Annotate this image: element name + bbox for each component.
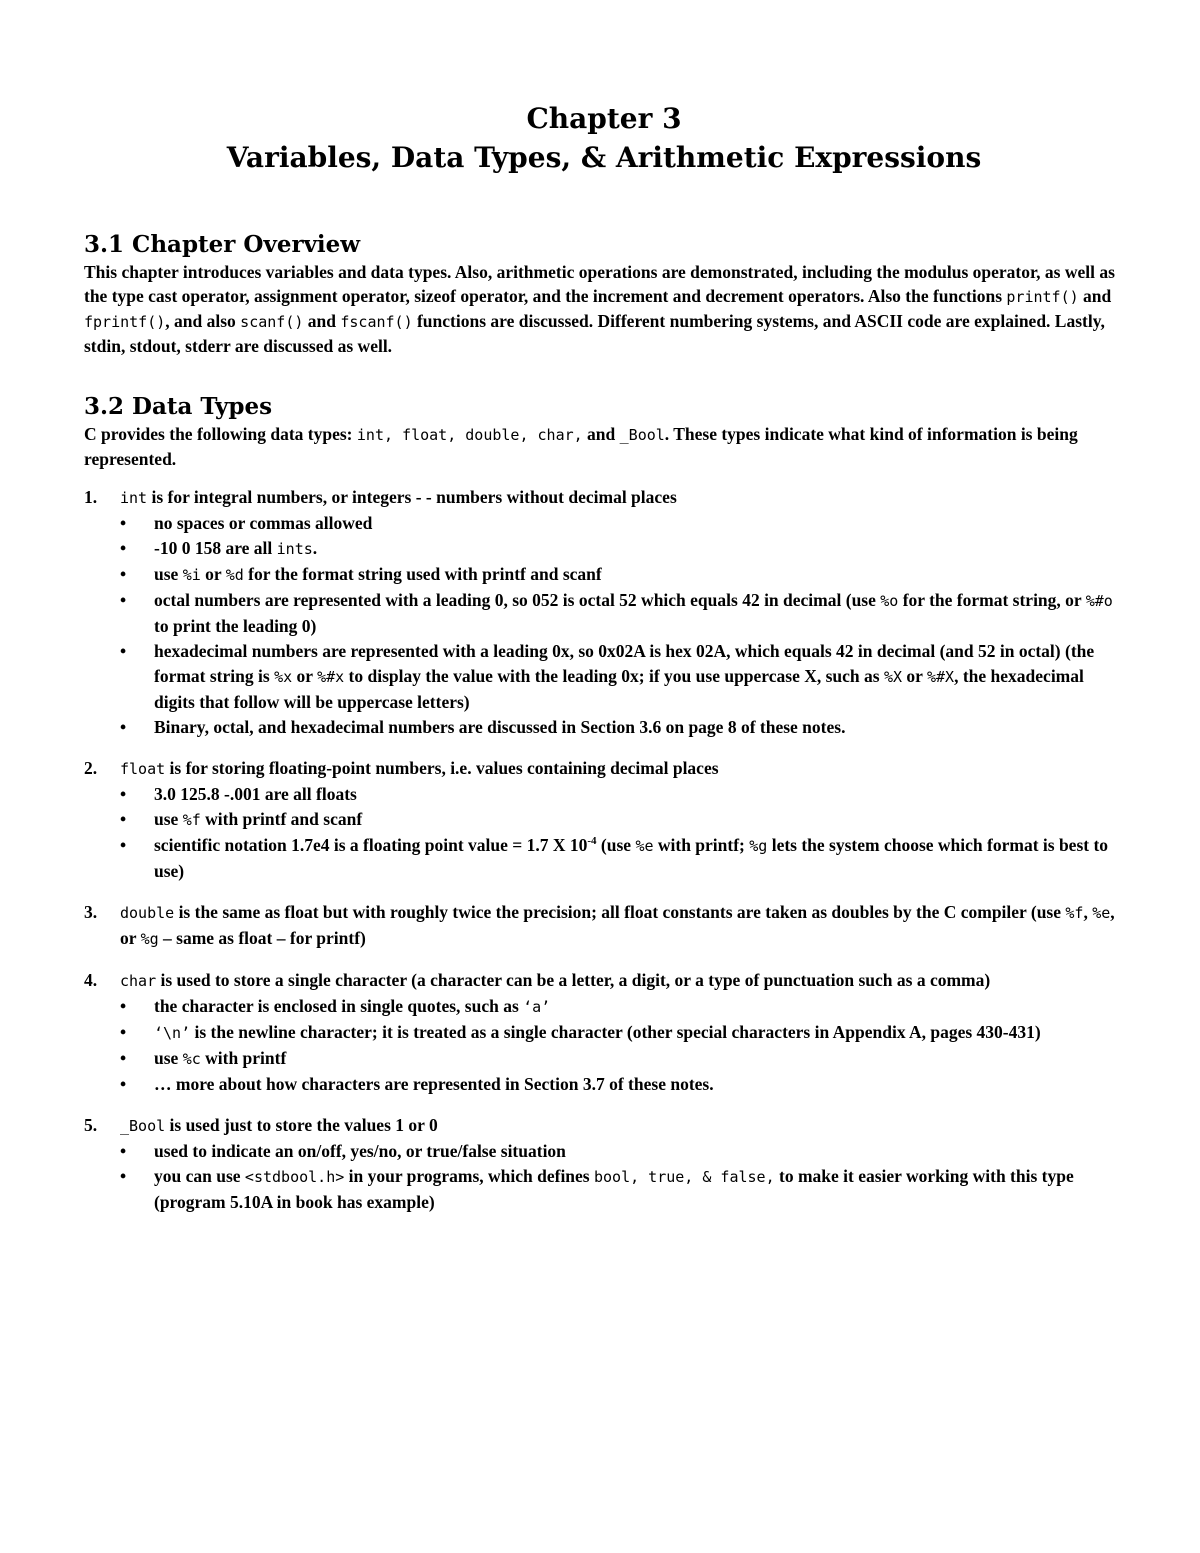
text-run: , [1083, 902, 1093, 922]
code-run: int [120, 489, 148, 507]
chapter-title [84, 100, 1124, 178]
text-run: This chapter introduces variables and data types. Also, arithmetic operations are demonstrated, including the modulus operator, as well as the type cast operator, assignment operator, sizeof operator, and the increment and decrement operators. Also the functions [84, 262, 1115, 306]
text-run: , and also [165, 311, 241, 331]
code-run: %f [1065, 904, 1084, 922]
text-run: for the format string, or [898, 590, 1086, 610]
code-run: %x [274, 668, 293, 686]
text-run: -10 0 158 are all [154, 538, 277, 558]
overview-paragraph [84, 260, 1124, 358]
code-run: float [120, 760, 166, 778]
item-number: 4. [84, 970, 98, 990]
bullet-icon: • [120, 1141, 127, 1161]
bullet-icon: • [120, 996, 127, 1016]
text-run: is for integral numbers, or integers - - numbers without decimal places [147, 487, 677, 507]
text-run: hexadecimal numbers are represented with a leading 0x, so 0x02A is hex 02A, which equals 42 in decimal (and 52 in octal) (the format string is [154, 641, 1095, 686]
bullet-item [120, 782, 1124, 807]
text-run: use [154, 809, 183, 829]
text-run: is the same as float but with roughly twice the precision; all float constants are taken as doubles by the C compiler (use [174, 902, 1066, 922]
bullet-item [120, 562, 1124, 588]
data-type-item-double [84, 900, 1124, 952]
text-run: with printf [200, 1048, 287, 1068]
code-run: _Bool [619, 426, 665, 444]
bullet-item [120, 994, 1124, 1020]
bullet-icon: • [120, 1166, 127, 1186]
text-run: (use [596, 835, 636, 855]
code-run: ‘a’ [523, 998, 551, 1016]
bullet-item [120, 1046, 1124, 1072]
item-number: 1. [84, 487, 98, 507]
code-run: %c [182, 1050, 201, 1068]
bullet-icon: • [120, 784, 127, 804]
text-run: to display the value with the leading 0x; if you use uppercase X, such as [344, 666, 884, 686]
item-number: 5. [84, 1115, 98, 1135]
text-run: and [303, 311, 341, 331]
text-run: lets the system choose which format is best to use) [154, 835, 1109, 881]
bullet-icon: • [120, 1074, 127, 1094]
code-run: fscanf() [340, 313, 413, 331]
text-run: scientific notation 1.7e4 is a floating point value = 1.7 X 10 [154, 835, 588, 855]
bullet-list [120, 782, 1124, 884]
text-run: , the hexadecimal digits that follow will be uppercase letters) [154, 666, 1084, 712]
bullet-item [120, 715, 1124, 740]
code-run: _Bool [120, 1117, 166, 1135]
code-run: %f [182, 811, 201, 829]
item-number: 2. [84, 758, 98, 778]
text-run: , or [120, 902, 1115, 948]
text-run: … more about how characters are represented in Section 3.7 of these notes. [154, 1074, 714, 1094]
text-run: functions are discussed. Different numbering systems, and ASCII code are explained. Lastly, stdin, stdout, stderr are discussed as well. [84, 311, 1105, 356]
text-run: is the newline character; it is treated as a single character (other special characters in Appendix A, pages 430-431) [190, 1022, 1041, 1042]
text-run: or [902, 666, 927, 686]
text-run: is used to store a single character (a character can be a letter, a digit, or a type of punctuation such as a comma) [156, 970, 991, 990]
code-run: ints [276, 540, 313, 558]
section-overview [84, 230, 1124, 358]
bullet-icon: • [120, 1022, 127, 1042]
code-run: %X [883, 668, 903, 686]
code-run: fprintf() [84, 313, 166, 331]
bullet-icon: • [120, 835, 127, 855]
superscript: -4 [587, 835, 597, 848]
bullet-list [120, 994, 1124, 1097]
code-run: %#o [1085, 592, 1113, 610]
bullet-icon: • [120, 641, 127, 661]
text-run: 3.0 125.8 -.001 are all floats [154, 784, 357, 804]
bullet-icon: • [120, 717, 127, 737]
data-type-item-float [84, 756, 1124, 884]
chapter-subtitle: Variables, Data Types, & Arithmetic Expressions [226, 141, 982, 174]
bullet-icon: • [120, 538, 127, 558]
bullet-item [120, 807, 1124, 833]
bullet-item [120, 1139, 1124, 1164]
bullet-item [120, 833, 1124, 884]
section-data-types [84, 392, 1124, 1215]
code-run: %e [635, 837, 654, 855]
text-run: with printf; [653, 835, 750, 855]
text-run: to print the leading 0) [154, 616, 317, 636]
text-run: with printf and scanf [200, 809, 363, 829]
text-run: the character is enclosed in single quotes, such as [154, 996, 524, 1016]
code-run: bool, true, & false, [594, 1168, 775, 1186]
text-run: . [312, 538, 318, 558]
text-run: octal numbers are represented with a leading 0, so 052 is octal 52 which equals 42 in decimal (use [154, 590, 881, 610]
code-run: %#X [927, 668, 955, 686]
code-run: double [120, 904, 175, 922]
code-run: char [120, 972, 157, 990]
data-type-list [84, 485, 1124, 1215]
text-run: you can use [154, 1166, 245, 1186]
text-run: in your programs, which defines [344, 1166, 594, 1186]
data-type-item-bool [84, 1113, 1124, 1215]
data-type-item-int [84, 485, 1124, 740]
code-run: %g [749, 837, 768, 855]
text-run: and [1078, 286, 1112, 306]
text-run: . These types indicate what kind of information is being represented. [84, 424, 1078, 469]
document-page [84, 100, 1124, 1231]
section-heading: 3.2 Data Types [84, 393, 273, 420]
code-run: %i [182, 566, 201, 584]
bullet-icon: • [120, 513, 127, 533]
data-type-item-char [84, 968, 1124, 1097]
text-run: no spaces or commas allowed [154, 513, 373, 533]
bullet-list [120, 511, 1124, 740]
bullet-item [120, 588, 1124, 639]
code-run: ‘\n’ [154, 1024, 191, 1042]
bullet-icon: • [120, 590, 127, 610]
code-run: %e [1092, 904, 1111, 922]
code-run: printf() [1006, 288, 1079, 306]
bullet-item [120, 1072, 1124, 1097]
item-number: 3. [84, 902, 98, 922]
bullet-icon: • [120, 809, 127, 829]
text-run: for the format string used with printf and scanf [243, 564, 602, 584]
bullet-item [120, 1020, 1124, 1046]
text-run: is used just to store the values 1 or 0 [165, 1115, 438, 1135]
bullet-icon: • [120, 564, 127, 584]
text-run: Binary, octal, and hexadecimal numbers are discussed in Section 3.6 on page 8 of these notes. [154, 717, 846, 737]
text-run: C provides the following data types: [84, 424, 357, 444]
code-run: %o [880, 592, 899, 610]
text-run: is for storing floating-point numbers, i.e. values containing decimal places [165, 758, 719, 778]
section-heading: 3.1 Chapter Overview [84, 231, 361, 258]
text-run: use [154, 564, 183, 584]
code-run: scanf() [240, 313, 304, 331]
bullet-item [120, 639, 1124, 715]
code-run: %g [140, 930, 159, 948]
bullet-item [120, 1164, 1124, 1215]
code-run: %d [225, 566, 244, 584]
code-run: %#x [317, 668, 345, 686]
code-run: int, float, double, char, [356, 426, 583, 444]
code-run: <stdbool.h> [244, 1168, 345, 1186]
text-run: use [154, 1048, 183, 1068]
text-run: and [582, 424, 620, 444]
text-run: used to indicate an on/off, yes/no, or true/false situation [154, 1141, 566, 1161]
bullet-item [120, 536, 1124, 562]
bullet-list [120, 1139, 1124, 1215]
chapter-number: Chapter 3 [526, 102, 682, 135]
bullet-item [120, 511, 1124, 536]
data-types-intro [84, 422, 1124, 471]
bullet-icon: • [120, 1048, 127, 1068]
text-run: to make it easier working with this type (program 5.10A in book has example) [154, 1166, 1074, 1212]
text-run: – same as float – for printf) [158, 928, 366, 948]
text-run: or [200, 564, 226, 584]
text-run: or [292, 666, 318, 686]
